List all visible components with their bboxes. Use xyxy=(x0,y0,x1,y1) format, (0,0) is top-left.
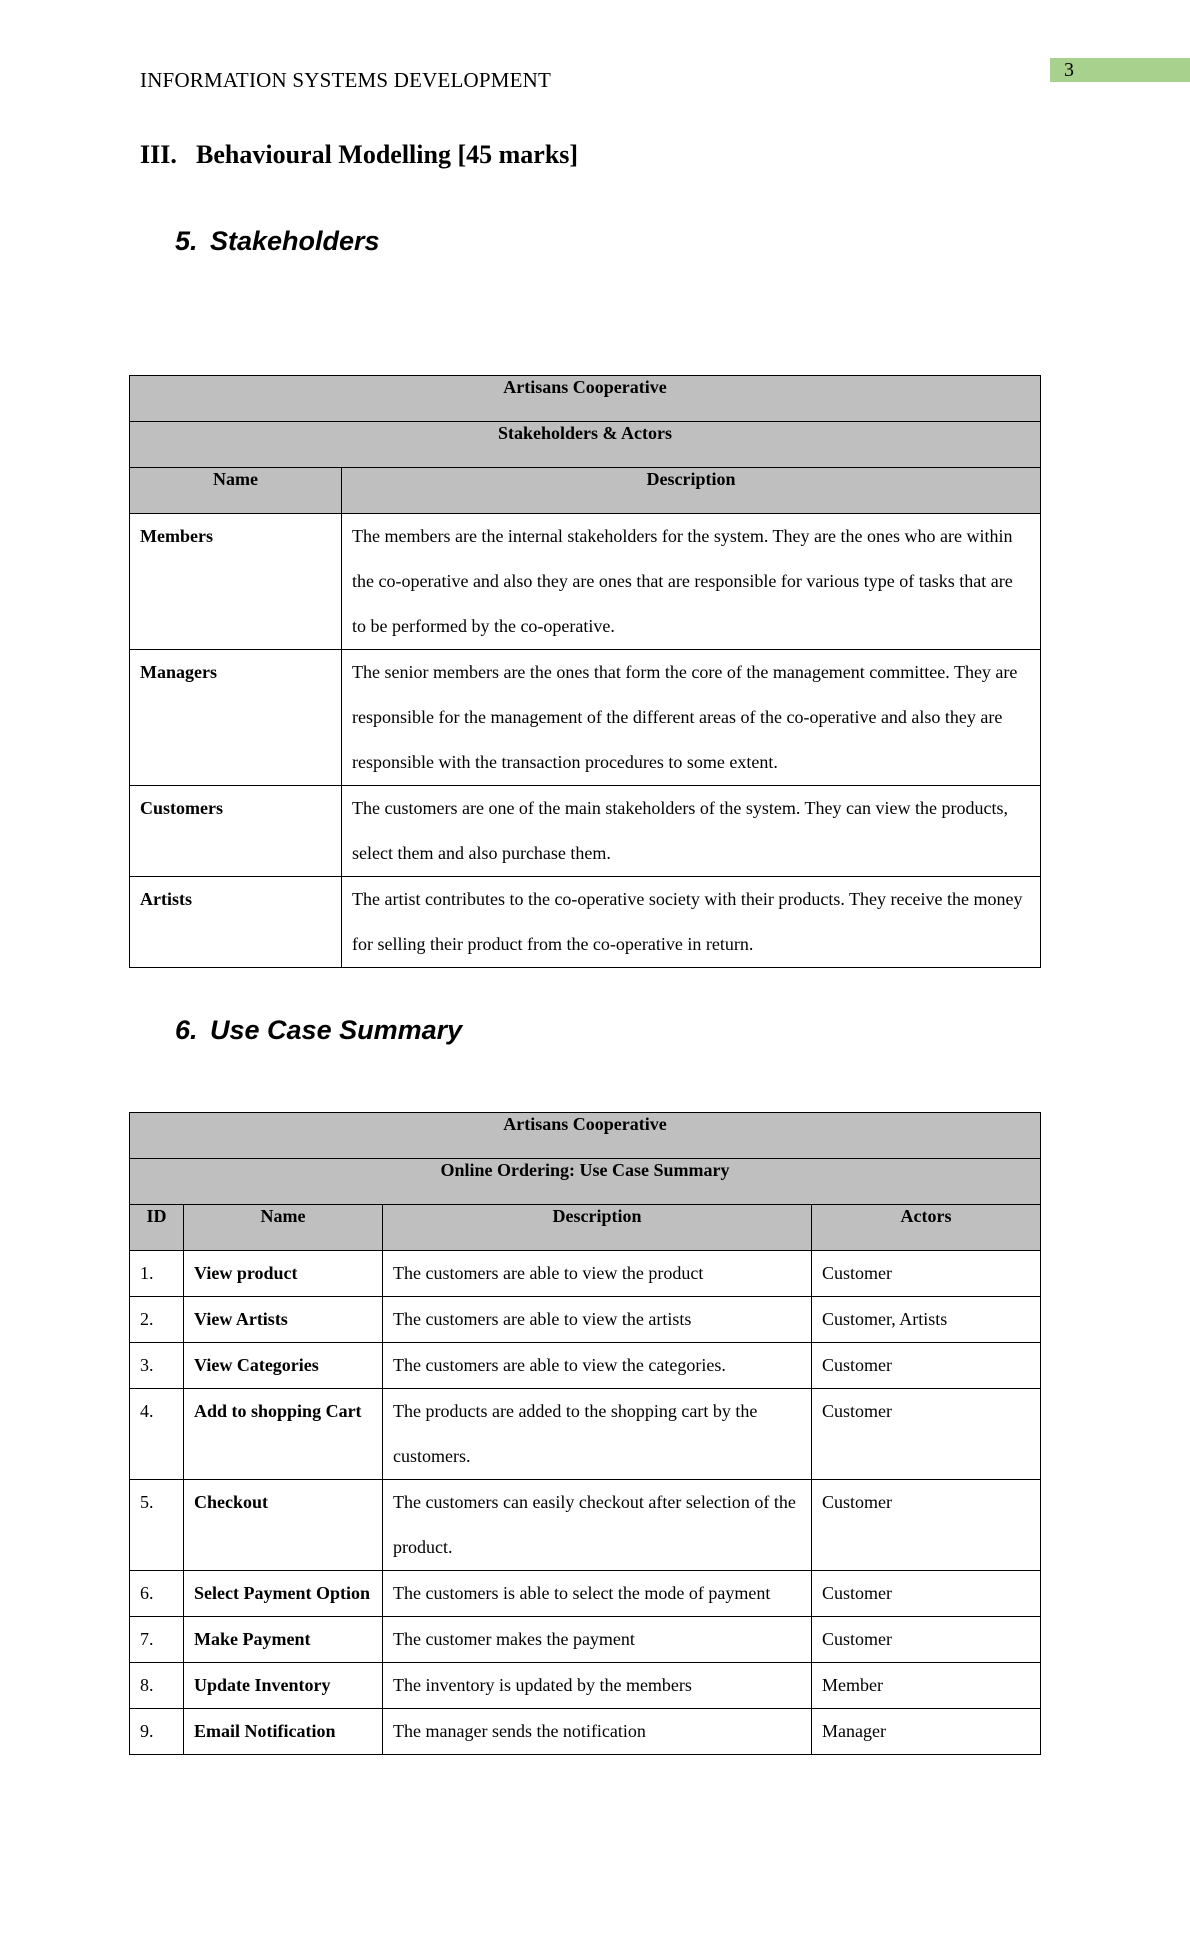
section-heading xyxy=(140,140,578,170)
table-row xyxy=(130,786,1041,877)
use-case-description: The customer makes the payment xyxy=(383,1617,812,1663)
use-case-name: Make Payment xyxy=(184,1617,383,1663)
stakeholder-description: The senior members are the ones that form the core of the management committee. They are responsible for the management of the different areas of the co-operative and also they are responsible with the transaction procedures to some extent. xyxy=(342,650,1041,786)
table-row xyxy=(130,1617,1041,1663)
table-row xyxy=(130,650,1041,786)
stakeholders-number: 5. xyxy=(175,226,198,256)
use-case-description: The products are added to the shopping cart by the customers. xyxy=(383,1389,812,1480)
use-case-name: View product xyxy=(184,1251,383,1297)
column-header-name: Name xyxy=(130,468,342,514)
table-row xyxy=(130,514,1041,650)
use-case-id: 2. xyxy=(130,1297,184,1343)
column-header-name: Name xyxy=(184,1205,383,1251)
stakeholder-name: Customers xyxy=(130,786,342,877)
table-row xyxy=(130,1389,1041,1480)
stakeholders-heading xyxy=(175,226,380,257)
use-case-name: Add to shopping Cart xyxy=(184,1389,383,1480)
use-case-actors: Customer xyxy=(812,1343,1041,1389)
use-case-id: 3. xyxy=(130,1343,184,1389)
table-row xyxy=(130,1297,1041,1343)
use-case-actors: Manager xyxy=(812,1709,1041,1755)
use-case-id: 5. xyxy=(130,1480,184,1571)
use-case-actors: Customer xyxy=(812,1251,1041,1297)
use-case-title: Use Case Summary xyxy=(210,1015,463,1045)
stakeholder-description: The customers are one of the main stakeholders of the system. They can view the products, select them and also purchase them. xyxy=(342,786,1041,877)
use-case-id: 6. xyxy=(130,1571,184,1617)
table-row xyxy=(130,1571,1041,1617)
column-header-description: Description xyxy=(383,1205,812,1251)
use-case-id: 8. xyxy=(130,1663,184,1709)
use-case-description: The customers are able to view the categories. xyxy=(383,1343,812,1389)
use-case-description: The customers are able to view the artists xyxy=(383,1297,812,1343)
stakeholder-name: Artists xyxy=(130,877,342,968)
stakeholders-title: Stakeholders xyxy=(210,226,380,256)
use-case-description: The inventory is updated by the members xyxy=(383,1663,812,1709)
use-case-id: 9. xyxy=(130,1709,184,1755)
use-case-actors: Customer xyxy=(812,1571,1041,1617)
stakeholders-table-title: Artisans Cooperative xyxy=(130,376,1041,422)
use-case-actors: Member xyxy=(812,1663,1041,1709)
use-case-table-title: Artisans Cooperative xyxy=(130,1113,1041,1159)
use-case-number: 6. xyxy=(175,1015,198,1045)
use-case-name: Checkout xyxy=(184,1480,383,1571)
column-header-actors: Actors xyxy=(812,1205,1041,1251)
use-case-actors: Customer xyxy=(812,1617,1041,1663)
use-case-name: View Artists xyxy=(184,1297,383,1343)
section-number: III. xyxy=(140,140,177,169)
table-row xyxy=(130,1709,1041,1755)
table-row xyxy=(130,1251,1041,1297)
table-row xyxy=(130,1480,1041,1571)
use-case-name: View Categories xyxy=(184,1343,383,1389)
use-case-name: Email Notification xyxy=(184,1709,383,1755)
page-number: 3 xyxy=(1050,58,1190,82)
stakeholders-table xyxy=(129,375,1041,968)
use-case-table xyxy=(129,1112,1041,1755)
stakeholder-name: Managers xyxy=(130,650,342,786)
use-case-description: The customers is able to select the mode of payment xyxy=(383,1571,812,1617)
use-case-name: Select Payment Option xyxy=(184,1571,383,1617)
use-case-actors: Customer xyxy=(812,1389,1041,1480)
use-case-heading xyxy=(175,1015,462,1046)
use-case-table-subtitle: Online Ordering: Use Case Summary xyxy=(130,1159,1041,1205)
use-case-description: The customers can easily checkout after selection of the product. xyxy=(383,1480,812,1571)
use-case-name: Update Inventory xyxy=(184,1663,383,1709)
use-case-actors: Customer xyxy=(812,1480,1041,1571)
use-case-description: The customers are able to view the product xyxy=(383,1251,812,1297)
table-row xyxy=(130,1663,1041,1709)
stakeholder-description: The artist contributes to the co-operative society with their products. They receive the money for selling their product from the co-operative in return. xyxy=(342,877,1041,968)
use-case-description: The manager sends the notification xyxy=(383,1709,812,1755)
use-case-id: 7. xyxy=(130,1617,184,1663)
stakeholder-description: The members are the internal stakeholders for the system. They are the ones who are within the co-operative and also they are ones that are responsible for various type of tasks that are to be performed by the co-operative. xyxy=(342,514,1041,650)
section-title: Behavioural Modelling [45 marks] xyxy=(196,140,579,169)
use-case-id: 1. xyxy=(130,1251,184,1297)
use-case-actors: Customer, Artists xyxy=(812,1297,1041,1343)
column-header-description: Description xyxy=(342,468,1041,514)
running-header-title: INFORMATION SYSTEMS DEVELOPMENT xyxy=(140,68,552,92)
stakeholder-name: Members xyxy=(130,514,342,650)
use-case-id: 4. xyxy=(130,1389,184,1480)
column-header-id: ID xyxy=(130,1205,184,1251)
stakeholders-table-subtitle: Stakeholders & Actors xyxy=(130,422,1041,468)
table-row xyxy=(130,1343,1041,1389)
table-row xyxy=(130,877,1041,968)
